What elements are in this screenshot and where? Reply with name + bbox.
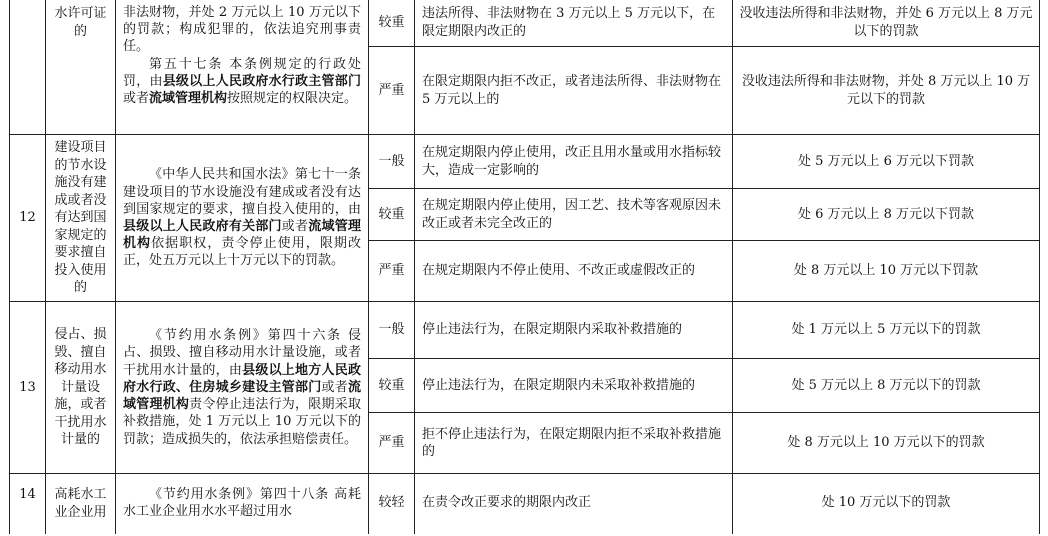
circumstance: 拒不停止违法行为，在限定期限内拒不采取补救措施的 — [415, 413, 733, 474]
severity-level: 一般 — [369, 302, 415, 359]
authority-bold: 流域管理机构 — [123, 379, 361, 413]
circumstance: 违法所得、非法财物在 3 万元以上 5 万元以下，在限定期限内改正的 — [415, 0, 733, 47]
basis-paragraph — [123, 56, 361, 108]
basis-text: 按照规定的权限决定。 — [227, 91, 358, 107]
basis-text: 《中华人民共和国水法》第七十一条 建设项目的节水设施没有建成或者没有达到国家规定的要求，擅自投入使用的，由 — [123, 167, 361, 217]
row-number: 13 — [10, 302, 46, 474]
basis-text: 或者 — [321, 379, 348, 395]
basis-text: 依据职权，责令停止使用，限期改正，处五万元以上十万元以下的罚款。 — [123, 236, 361, 269]
authority-bold: 流域管理机构 — [149, 91, 228, 107]
violation-item: 水许可证的 — [46, 0, 116, 135]
table-row — [10, 0, 1040, 47]
severity-level: 一般 — [369, 135, 415, 189]
circumstance: 在规定期限内不停止使用、不改正或虚假改正的 — [415, 241, 733, 302]
authority-bold: 县级以上地方人民政府水行政、住房城乡建设主管部门 — [123, 362, 361, 395]
circumstance: 在规定期限内停止使用，改正且用水量或用水指标较大，造成一定影响的 — [415, 135, 733, 189]
table-row — [10, 135, 1040, 189]
circumstance: 停止违法行为，在限定期限内采取补救措施的 — [415, 302, 733, 359]
penalty: 处 5 万元以上 6 万元以下罚款 — [733, 135, 1040, 189]
violation-item: 建设项目的节水设施没有建成或者没有达到国家规定的要求擅自投入使用的 — [46, 135, 116, 302]
penalty: 处 8 万元以上 10 万元以下的罚款 — [733, 413, 1040, 474]
severity-level: 较重 — [369, 359, 415, 413]
authority-bold: 流域管理机构 — [123, 219, 361, 252]
violation-item: 高耗水工业企业用 — [46, 474, 116, 534]
basis-paragraph: 《节约用水条例》第四十八条 高耗水工业企业用水水平超过用水 — [123, 487, 361, 520]
severity-level: 严重 — [369, 241, 415, 302]
violation-item: 侵占、损毁、擅自移动用水计量设施，或者干扰用水计量的 — [46, 302, 116, 474]
row-number: 14 — [10, 474, 46, 534]
severity-level: 较轻 — [369, 474, 415, 534]
penalty: 没收违法所得和非法财物，并处 6 万元以上 8 万元以下的罚款 — [733, 0, 1040, 47]
severity-level: 较重 — [369, 189, 415, 241]
basis-text: 第五十七条 本条例规定的行政处罚，由 — [123, 56, 361, 89]
basis-text: 或者 — [123, 91, 150, 107]
basis-paragraph — [123, 166, 361, 269]
basis-paragraph — [123, 327, 361, 447]
penalty: 处 6 万元以上 8 万元以下罚款 — [733, 189, 1040, 241]
legal-basis — [116, 302, 369, 474]
legal-basis — [116, 0, 369, 135]
penalty: 没收违法所得和非法财物，并处 8 万元以上 10 万元以下的罚款 — [733, 47, 1040, 135]
basis-paragraph: 非法财物，并处 2 万元以上 10 万元以下的罚款；构成犯罪的，依法追究刑事责任。 — [123, 5, 361, 55]
basis-text: 责令停止违法行为，限期采取补救措施，处 1 万元以上 10 万元以下的罚款；造成损失的，依法承担赔偿责任。 — [123, 397, 361, 447]
row-number — [10, 0, 46, 135]
penalty: 处 10 万元以下的罚款 — [733, 474, 1040, 534]
circumstance: 停止违法行为，在限定期限内未采取补救措施的 — [415, 359, 733, 413]
table-row — [10, 474, 1040, 534]
basis-text: 《节约用水条例》第四十六条 侵占、损毁、擅自移动用水计量设施，或者干扰用水计量的，由 — [123, 328, 361, 378]
severity-level: 较重 — [369, 0, 415, 47]
circumstance: 在责令改正要求的期限内改正 — [415, 474, 733, 534]
circumstance: 在限定期限内拒不改正，或者违法所得、非法财物在 5 万元以上的 — [415, 47, 733, 135]
table-row — [10, 302, 1040, 359]
basis-text: 或者 — [281, 219, 309, 234]
legal-basis — [116, 474, 369, 534]
penalty-standard-table — [9, 0, 1040, 534]
severity-level: 严重 — [369, 413, 415, 474]
circumstance: 在规定期限内停止使用，因工艺、技术等客观原因未改正或者未完全改正的 — [415, 189, 733, 241]
authority-bold: 县级以上人民政府水行政主管部门 — [162, 73, 361, 89]
authority-bold: 县级以上人民政府有关部门 — [123, 219, 282, 234]
row-number: 12 — [10, 135, 46, 302]
severity-level: 严重 — [369, 47, 415, 135]
legal-basis — [116, 135, 369, 302]
penalty: 处 8 万元以上 10 万元以下罚款 — [733, 241, 1040, 302]
penalty: 处 5 万元以上 8 万元以下的罚款 — [733, 359, 1040, 413]
penalty: 处 1 万元以上 5 万元以下的罚款 — [733, 302, 1040, 359]
